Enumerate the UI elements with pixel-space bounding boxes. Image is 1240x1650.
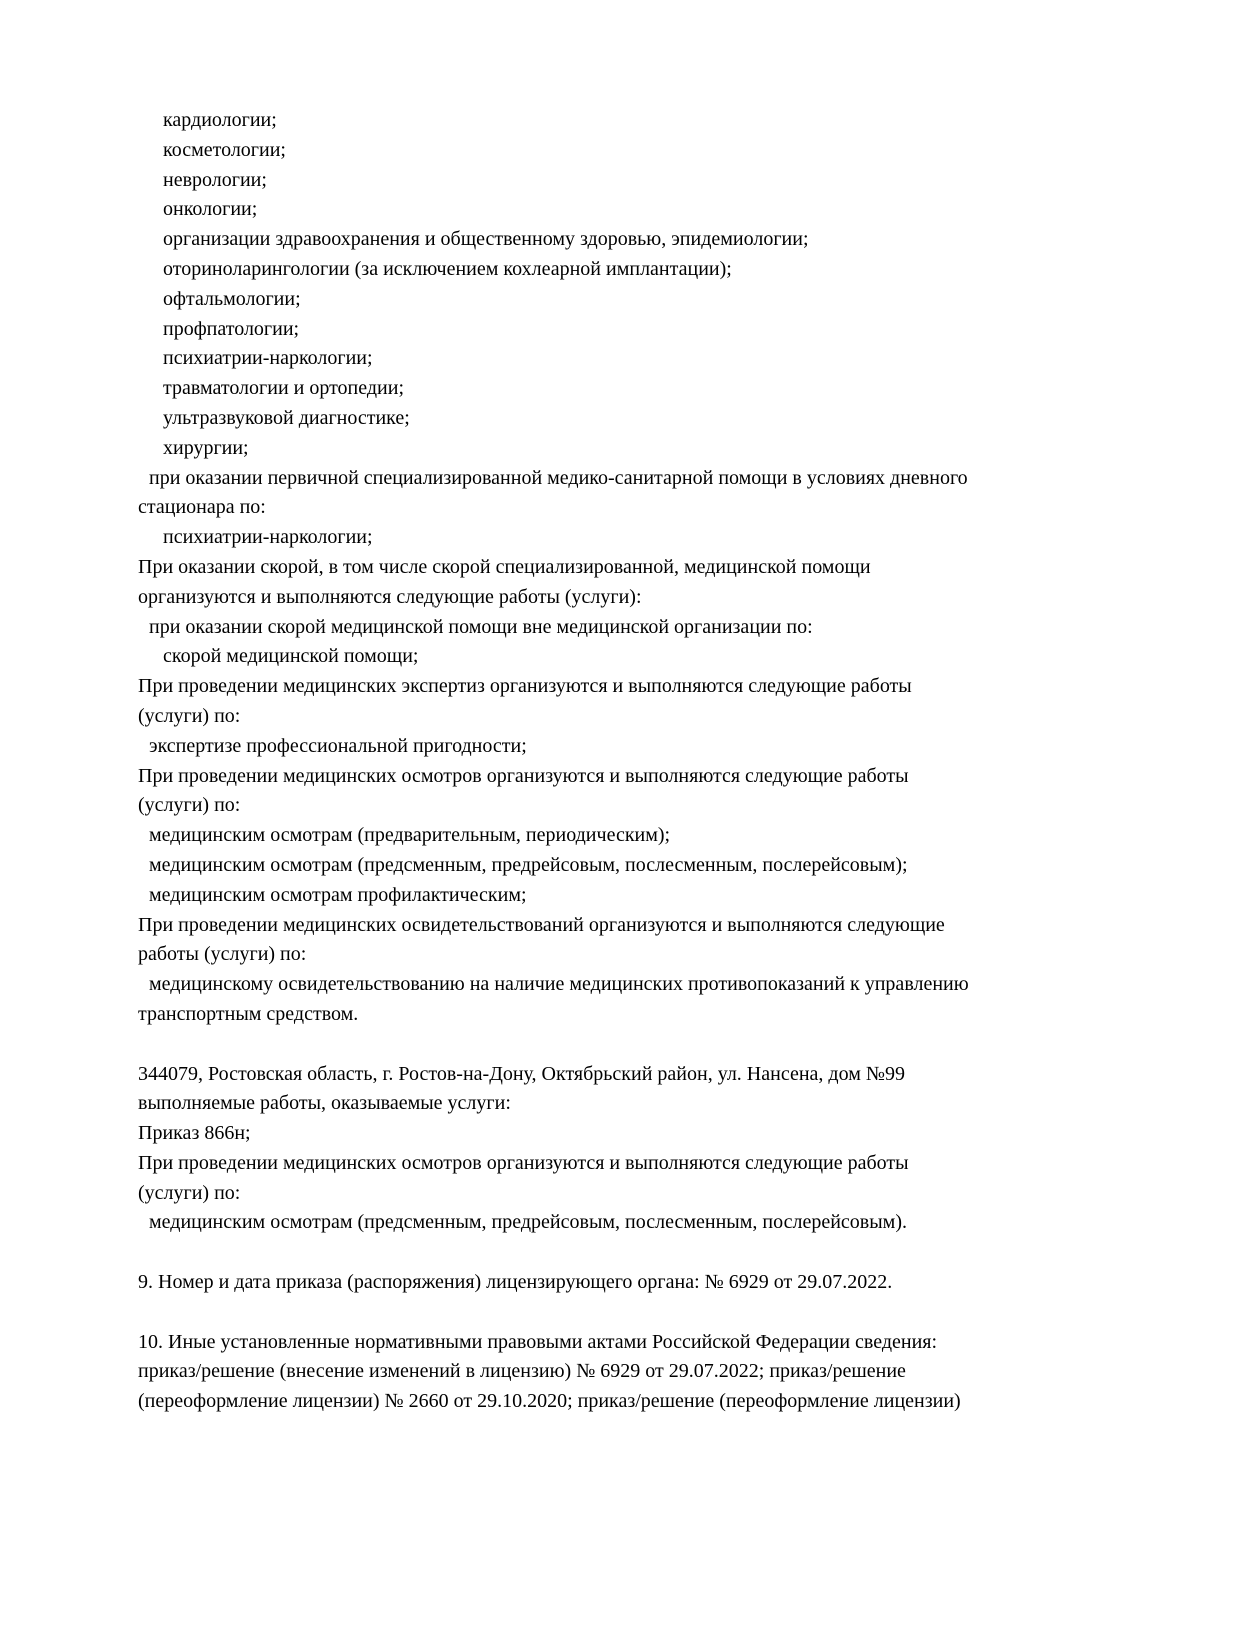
document-line: онкологии; <box>163 198 258 221</box>
document-line: организуются и выполняются следующие работы (услуги): <box>138 585 642 608</box>
document-line: хирургии; <box>163 436 249 459</box>
document-line: Приказ 866н; <box>138 1122 251 1145</box>
document-line: работы (услуги) по: <box>138 943 307 966</box>
document-line: психиатрии-наркологии; <box>163 526 373 549</box>
blank-line <box>138 1030 1138 1060</box>
document-line: (услуги) по: <box>138 1181 241 1204</box>
document-line: организации здравоохранения и общественному здоровью, эпидемиологии; <box>163 228 809 251</box>
document-line: медицинским осмотрам (предсменным, предрейсовым, послесменным, послерейсовым). <box>149 1211 907 1234</box>
document-line: при оказании скорой медицинской помощи вне медицинской организации по: <box>149 615 813 638</box>
document-line: медицинским осмотрам (предварительным, периодическим); <box>149 824 671 847</box>
blank-line <box>138 1298 1138 1328</box>
document-line: При проведении медицинских осмотров организуются и выполняются следующие работы <box>138 764 909 787</box>
document-line: скорой медицинской помощи; <box>163 645 419 668</box>
document-line: приказ/решение (внесение изменений в лицензию) № 6929 от 29.07.2022; приказ/решение <box>138 1360 906 1383</box>
document-line: травматологии и ортопедии; <box>163 377 405 400</box>
document-line: психиатрии-наркологии; <box>163 347 373 370</box>
blank-line <box>138 1238 1138 1268</box>
document-text-block <box>138 106 1138 1417</box>
document-line: При проведении медицинских освидетельствований организуются и выполняются следующие <box>138 913 945 936</box>
document-line: 344079, Ростовская область, г. Ростов-на-Дону, Октябрьский район, ул. Нансена, дом №99 <box>138 1062 905 1085</box>
document-line: профпатологии; <box>163 317 300 340</box>
document-line: (услуги) по: <box>138 704 241 727</box>
document-line: выполняемые работы, оказываемые услуги: <box>138 1092 511 1115</box>
document-line: (переоформление лицензии) № 2660 от 29.10.2020; приказ/решение (переоформление лицензии) <box>138 1390 961 1413</box>
document-line: транспортным средством. <box>138 1002 359 1025</box>
document-line: ультразвуковой диагностике; <box>163 406 410 429</box>
document-line: 10. Иные установленные нормативными правовыми актами Российской Федерации сведения: <box>138 1330 938 1353</box>
document-line: При проведении медицинских экспертиз организуются и выполняются следующие работы <box>138 675 912 698</box>
document-line: медицинским осмотрам профилактическим; <box>149 883 527 906</box>
document-line: стационара по: <box>138 496 266 519</box>
document-line: косметологии; <box>163 138 286 161</box>
document-line: экспертизе профессиональной пригодности; <box>149 734 527 757</box>
document-line: при оказании первичной специализированной медико-санитарной помощи в условиях дневного <box>149 466 968 489</box>
document-line: (услуги) по: <box>138 794 241 817</box>
document-line: кардиологии; <box>163 109 277 131</box>
document-line: 9. Номер и дата приказа (распоряжения) лицензирующего органа: № 6929 от 29.07.2022. <box>138 1271 893 1294</box>
document-line: оториноларингологии (за исключением кохлеарной имплантации); <box>163 257 732 280</box>
document-line: При проведении медицинских осмотров организуются и выполняются следующие работы <box>138 1151 909 1174</box>
document-line: медицинским осмотрам (предсменным, предрейсовым, послесменным, послерейсовым); <box>149 853 908 876</box>
document-line: медицинскому освидетельствованию на наличие медицинских противопоказаний к управлению <box>149 973 969 996</box>
document-line: офтальмологии; <box>163 287 301 310</box>
document-line: При оказании скорой, в том числе скорой специализированной, медицинской помощи <box>138 555 871 578</box>
document-line: неврологии; <box>163 168 267 191</box>
